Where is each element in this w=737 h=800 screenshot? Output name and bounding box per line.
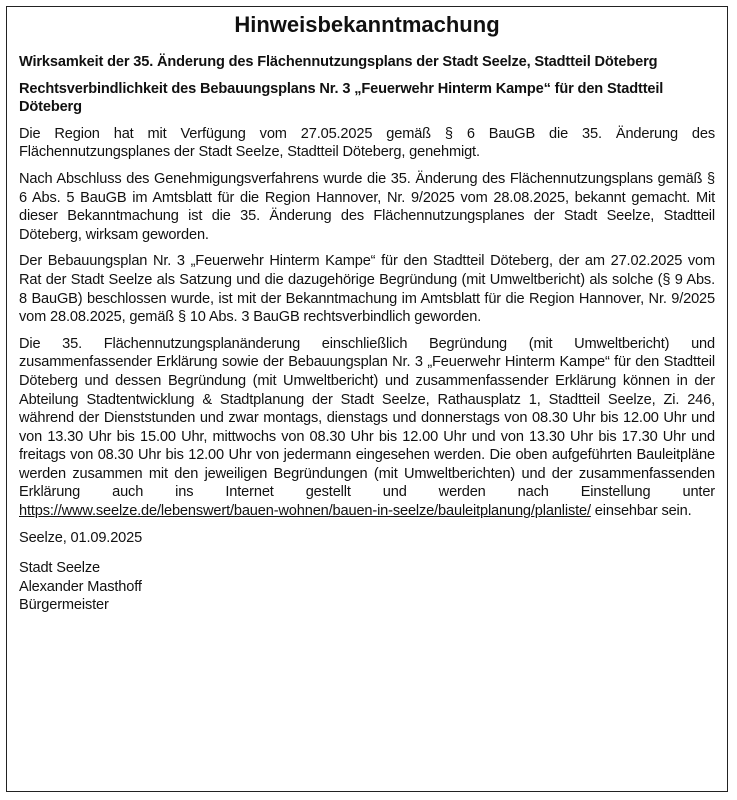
subhead-development-plan: Rechtsverbindlichkeit des Bebauungsplans Nr. 3 „Feuerwehr Hinterm Kampe“ für den Stadtteil Döteberg <box>19 80 664 116</box>
paragraph-inspection <box>19 335 715 521</box>
public-notice <box>6 6 728 792</box>
signature-role: Bürgermeister <box>19 597 109 614</box>
planliste-link[interactable]: https://www.seelze.de/lebenswert/bauen-wohnen/bauen-in-seelze/bauleitplanung/​planliste/ <box>19 503 591 520</box>
inspection-suffix: einsehbar sein. <box>590 503 692 520</box>
signature-organization: Stadt Seelze <box>19 560 100 577</box>
signature-name: Alexander Masthoff <box>19 578 142 595</box>
place-date: Seelze, 01.09.2025 <box>19 529 143 546</box>
paragraph-approval: Die Region hat mit Verfügung vom 27.05.2025 gemäß § 6 BauGB die 35. Änderung des Flächennutzungsplanes der Stadt Seelze, Stadtteil Döteberg, genehmigt. <box>19 125 715 161</box>
inspection-text: Die 35. Flächennutzungsplanänderung einschließlich Begründung (mit Umweltbericht) und zusammenfassender Erklärung sowie der Bebauungsplan Nr. 3 „Feuerwehr Hinterm Kampe“ für den Stadtteil Döteberg und dessen Begründung (mit Umweltbericht) und zusammenfassender Erklärung können in der Abteilung Stadtentwicklung & Stadtplanung der Stadt Seelze, Rathausplatz 1, Stadtteil Seelze, Zi. 246, während der Dienststunden und zwar montags, dienstags und donnerstags von 08.30 Uhr bis 12.00 Uhr und von 13.30 Uhr bis 15.00 Uhr, mittwochs von 08.30 Uhr bis 12.00 Uhr und von 13.30 Uhr bis 17.30 Uhr und freitags von 08.30 Uhr bis 12.00 Uhr von jedermann eingesehen werden. Die oben aufgeführten Bauleitpläne werden zusammen mit den jeweiligen Begründungen (mit Umweltberichten) und der zusammenfassenden Erklärung auch ins Internet gestellt und werden nach Einstellung unter <box>19 335 715 501</box>
notice-title: Hinweisbekanntmachung <box>234 12 500 37</box>
paragraph-binding: Der Bebauungsplan Nr. 3 „Feuerwehr Hinterm Kampe“ für den Stadtteil Döteberg, der am 27.02.2025 vom Rat der Stadt Seelze als Satzung und die dazugehörige Begründung (mit Umweltbericht) als solche (§ 9 Abs. 8 BauGB) beschlossen wurde, ist mit der Bekanntmachung im Amtsblatt für die Region Hannover, Nr. 9/2025 vom 28.08.2025, gemäß § 10 Abs. 3 BauGB rechtsverbindlich geworden. <box>19 253 715 326</box>
paragraph-effective: Nach Abschluss des Genehmigungsverfahrens wurde die 35. Änderung des Flächennutzungsplans gemäß § 6 Abs. 5 BauGB im Amtsblatt für die Region Hannover, Nr. 9/2025 vom 28.08.2025, bekannt gemacht. Mit dieser Bekanntmachung ist die 35. Änderung des Flächennutzungsplanes der Stadt Seelze, Stadtteil Döteberg, wirksam geworden. <box>19 170 715 243</box>
subhead-land-use-plan: Wirksamkeit der 35. Änderung des Flächennutzungsplans der Stadt Seelze, Stadtteil Döteberg <box>19 54 658 70</box>
